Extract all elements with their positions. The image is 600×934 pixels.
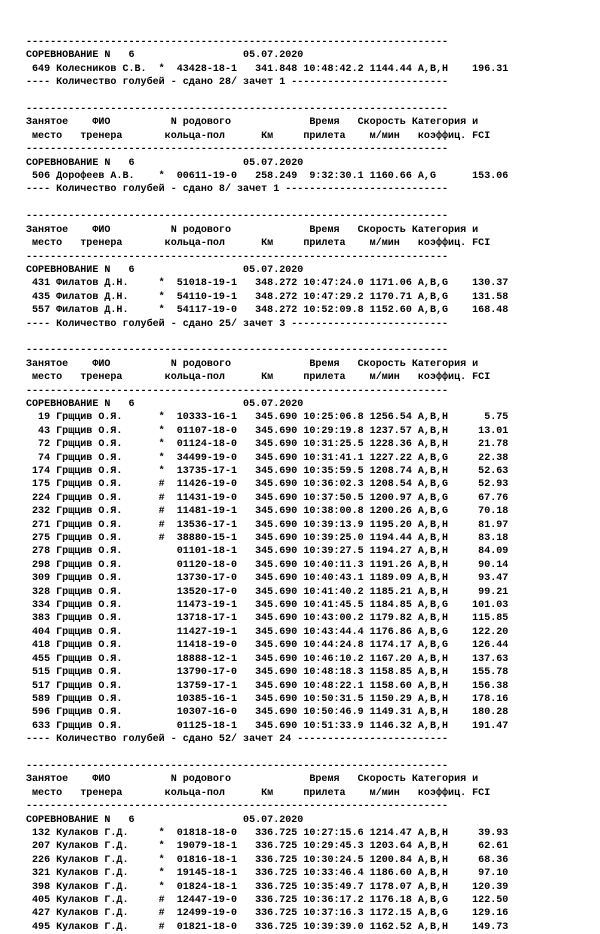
pigeon-count-summary: ---- Количество голубей - сдано 52/ зачет 24 ------------------------- [26, 734, 449, 746]
separator-line: ---------------------------------------------------------------------- [26, 345, 449, 357]
result-row: 495 Кулаков Г.Д. # 01821-18-0 336.725 10:39:39.0 1162.52 A,B,H 149.73 [26, 921, 509, 933]
result-row: 19 Грщцив О.Я. * 10333-16-1 345.690 10:25:06.8 1256.54 A,B,H 5.75 [26, 412, 509, 424]
competition-header: СОРЕВНОВАНИЕ N 6 05.07.2020 [26, 157, 304, 169]
result-row: 334 Грщцив О.Я. 11473-19-1 345.690 10:41:45.5 1184.85 A,B,G 101.03 [26, 600, 509, 612]
result-row: 298 Грщцив О.Я. 01120-18-0 345.690 10:40:11.3 1191.26 A,B,H 90.14 [26, 559, 509, 571]
result-row: 455 Грщцив О.Я. 18888-12-1 345.690 10:46:10.2 1167.20 A,B,H 137.63 [26, 653, 509, 665]
column-header: Занятое ФИО N родового Время Скорость Категория и [26, 117, 479, 129]
separator-line: ---------------------------------------------------------------------- [26, 37, 449, 48]
result-row: 321 Кулаков Г.Д. * 19145-18-1 336.725 10:33:46.4 1186.60 A,B,H 97.10 [26, 868, 509, 880]
column-header: место тренера кольца-пол Км прилета м/мин коэффиц. FCI [26, 372, 491, 384]
separator-line: ---------------------------------------------------------------------- [26, 104, 449, 116]
result-row: 506 Дорофеев А.В. * 00611-19-0 258.249 9:32:30.1 1160.66 A,G 153.06 [26, 171, 509, 183]
result-row: 224 Грщцив О.Я. # 11431-19-0 345.690 10:37:50.5 1200.97 A,B,G 67.76 [26, 492, 509, 504]
result-row: 43 Грщцив О.Я. * 01107-18-0 345.690 10:29:19.8 1237.57 A,B,H 13.01 [26, 425, 509, 437]
result-row: 275 Грщцив О.Я. # 38880-15-1 345.690 10:39:25.0 1194.44 A,B,H 83.18 [26, 533, 509, 545]
result-row: 418 Грщцив О.Я. 11418-19-0 345.690 10:44:24.8 1174.17 A,B,G 126.44 [26, 640, 509, 652]
column-header: место тренера кольца-пол Км прилета м/мин коэффиц. FCI [26, 787, 491, 799]
blank-line [26, 197, 600, 210]
result-row: 596 Грщцив О.Я. 10307-16-0 345.690 10:50:46.9 1149.31 A,B,H 180.28 [26, 707, 509, 719]
competition-header: СОРЕВНОВАНИЕ N 6 05.07.2020 [26, 814, 304, 826]
competition-header: СОРЕВНОВАНИЕ N 6 05.07.2020 [26, 398, 304, 410]
result-row: 383 Грщцив О.Я. 13718-17-1 345.690 10:43:00.2 1179.82 A,B,H 115.85 [26, 613, 509, 625]
pigeon-count-summary: ---- Количество голубей - сдано 28/ зачет 1 -------------------------- [26, 77, 449, 89]
result-row: 74 Грщцив О.Я. * 34499-19-0 345.690 10:31:41.1 1227.22 A,B,G 22.38 [26, 452, 509, 464]
result-row: 207 Кулаков Г.Д. * 19079-18-1 336.725 10:29:45.3 1203.64 A,B,H 62.61 [26, 841, 509, 853]
result-row: 226 Кулаков Г.Д. * 01816-18-1 336.725 10:30:24.5 1200.84 A,B,H 68.36 [26, 854, 509, 866]
column-header: Занятое ФИО N родового Время Скорость Категория и [26, 774, 479, 786]
result-row: 557 Филатов Д.Н. * 54117-19-0 348.272 10:52:09.8 1152.60 A,B,G 168.48 [26, 305, 509, 317]
column-header: Занятое ФИО N родового Время Скорость Категория и [26, 224, 479, 236]
competition-header: СОРЕВНОВАНИЕ N 6 05.07.2020 [26, 264, 304, 276]
result-row: 515 Грщцив О.Я. 13790-17-0 345.690 10:48:18.3 1158.85 A,B,H 155.78 [26, 667, 509, 679]
result-row: 517 Грщцив О.Я. 13759-17-1 345.690 10:48:22.1 1158.60 A,B,H 156.38 [26, 680, 509, 692]
column-header: место тренера кольца-пол Км прилета м/мин коэффиц. FCI [26, 130, 491, 142]
blank-line [26, 331, 600, 344]
result-row: 309 Грщцив О.Я. 13730-17-0 345.690 10:40:43.1 1189.09 A,B,H 93.47 [26, 573, 509, 585]
blank-line [26, 747, 600, 760]
result-row: 271 Грщцив О.Я. # 13536-17-1 345.690 10:39:13.9 1195.20 A,B,H 81.97 [26, 519, 509, 531]
result-row: 398 Кулаков Г.Д. * 01824-18-1 336.725 10:35:49.7 1178.07 A,B,H 120.39 [26, 881, 509, 893]
race-results-report [0, 36, 600, 934]
column-header: место тренера кольца-пол Км прилета м/мин коэффиц. FCI [26, 238, 491, 250]
result-row: 435 Филатов Д.Н. * 54110-19-1 348.272 10:47:29.2 1170.71 A,B,G 131.58 [26, 291, 509, 303]
result-row: 427 Кулаков Г.Д. # 12499-19-0 336.725 10:37:16.3 1172.15 A,B,G 129.16 [26, 908, 509, 920]
result-row: 174 Грщцив О.Я. * 13735-17-1 345.690 10:35:59.5 1208.74 A,B,H 52.63 [26, 466, 509, 477]
result-row: 175 Грщцив О.Я. # 11426-19-0 345.690 10:36:02.3 1208.54 A,B,G 52.93 [26, 479, 509, 491]
result-row: 278 Грщцив О.Я. 01101-18-1 345.690 10:39:27.5 1194.27 A,B,H 84.09 [26, 546, 509, 558]
blank-line [26, 90, 600, 103]
separator-line: ---------------------------------------------------------------------- [26, 251, 449, 263]
separator-line: ---------------------------------------------------------------------- [26, 760, 449, 772]
pigeon-count-summary: ---- Количество голубей - сдано 8/ зачет 1 --------------------------- [26, 184, 449, 196]
result-row: 232 Грщцив О.Я. # 11481-19-1 345.690 10:38:00.8 1200.26 A,B,G 70.18 [26, 506, 509, 518]
result-row: 72 Грщцив О.Я. * 01124-18-0 345.690 10:31:25.5 1228.36 A,B,H 21.78 [26, 439, 509, 451]
competition-header: СОРЕВНОВАНИЕ N 6 05.07.2020 [26, 50, 304, 62]
result-row: 328 Грщцив О.Я. 13520-17-0 345.690 10:41:40.2 1185.21 A,B,H 99.21 [26, 586, 509, 598]
separator-line: ---------------------------------------------------------------------- [26, 211, 449, 223]
result-row: 404 Грщцив О.Я. 11427-19-1 345.690 10:43:44.4 1176.86 A,B,G 122.20 [26, 626, 509, 638]
result-row: 405 Кулаков Г.Д. # 12447-19-0 336.725 10:36:17.2 1176.18 A,B,G 122.50 [26, 895, 509, 906]
separator-line: ---------------------------------------------------------------------- [26, 144, 449, 156]
result-row: 132 Кулаков Г.Д. * 01818-18-0 336.725 10:27:15.6 1214.47 A,B,H 39.93 [26, 827, 509, 839]
separator-line: ---------------------------------------------------------------------- [26, 801, 449, 813]
result-row: 649 Колесников С.В. * 43428-18-1 341.848 10:48:42.2 1144.44 A,B,H 196.31 [26, 63, 509, 75]
pigeon-count-summary: ---- Количество голубей - сдано 25/ зачет 3 -------------------------- [26, 318, 449, 330]
result-row: 633 Грщцив О.Я. 01125-18-1 345.690 10:51:33.9 1146.32 A,B,H 191.47 [26, 720, 509, 732]
result-row: 589 Грщцив О.Я. 10385-16-1 345.690 10:50:31.5 1150.29 A,B,H 178.16 [26, 693, 509, 705]
result-row: 431 Филатов Д.Н. * 51018-19-1 348.272 10:47:24.0 1171.06 A,B,G 130.37 [26, 278, 509, 290]
column-header: Занятое ФИО N родового Время Скорость Категория и [26, 358, 479, 370]
separator-line: ---------------------------------------------------------------------- [26, 385, 449, 397]
